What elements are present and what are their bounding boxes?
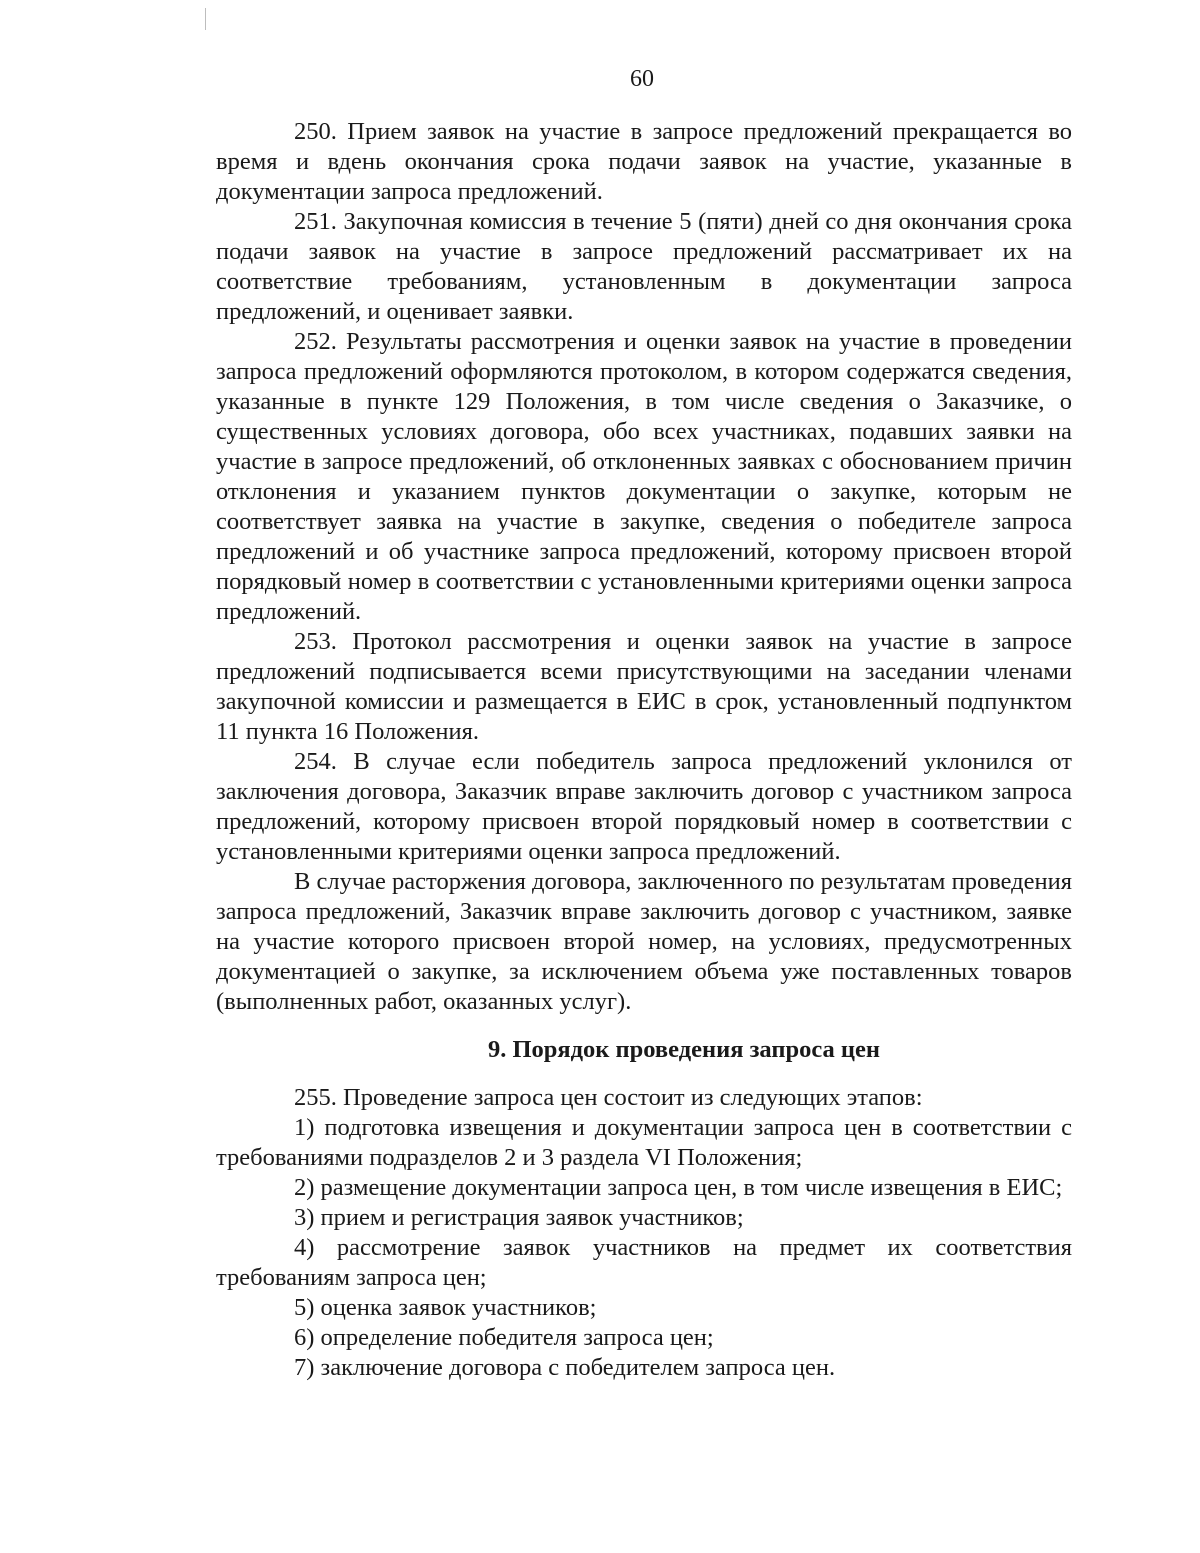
list-item-7: 7) заключение договора с победителем запроса цен. [294, 1354, 836, 1381]
list-item-2: 2) размещение документации запроса цен, в том числе извещения в ЕИС; [294, 1174, 1063, 1201]
list-item-3: 3) прием и регистрация заявок участников; [294, 1204, 744, 1231]
paragraph-250: 250. Прием заявок на участие в запросе предложений прекращается во время и вдень окончания срока подачи заявок на участие, указанные в документации запроса предложений. [216, 118, 1072, 205]
paragraph-254-continuation: В случае расторжения договора, заключенного по результатам проведения запроса предложений, Заказчик вправе заключить договор с участником, заявке на участие которого присвоен второй номер, на условиях, предусмотренных документацией о закупке, за исключением объема уже поставленных товаров (выполненных работ, оказанных услуг). [216, 868, 1072, 1015]
paragraph-255: 255. Проведение запроса цен состоит из следующих этапов: [294, 1084, 923, 1111]
list-item-1: 1) подготовка извещения и документации запроса цен в соответствии с требованиями подразделов 2 и 3 раздела VI Положения; [216, 1114, 1072, 1171]
list-item-5: 5) оценка заявок участников; [294, 1294, 597, 1321]
document-body [216, 117, 1072, 1383]
list-item-6: 6) определение победителя запроса цен; [294, 1324, 714, 1351]
paragraph-253: 253. Протокол рассмотрения и оценки заявок на участие в запросе предложений подписывается всеми присутствующими на заседании членами закупочной комиссии и размещается в ЕИС в срок, установленный подпунктом 11 пункта 16 Положения. [216, 628, 1072, 745]
paragraph-252: 252. Результаты рассмотрения и оценки заявок на участие в проведении запроса предложений оформляются протоколом, в котором содержатся сведения, указанные в пункте 129 Положения, в том числе сведения о Заказчике, о существенных условиях договора, обо всех участниках, подавших заявки на участие в запросе предложений, об отклоненных заявках с обоснованием причин отклонения и указанием пунктов документации о закупке, которым не соответствует заявка на участие в закупке, сведения о победителе запроса предложений и об участнике запроса предложений, которому присвоен второй порядковый номер в соответствии с установленными критериями оценки запроса предложений. [216, 328, 1072, 625]
scan-edge-mark [205, 8, 206, 30]
section-heading: 9. Порядок проведения запроса цен [487, 1036, 881, 1063]
page-number: 60 [630, 66, 654, 92]
list-item-4: 4) рассмотрение заявок участников на предмет их соответствия требованиям запроса цен; [216, 1234, 1072, 1291]
paragraph-254: 254. В случае если победитель запроса предложений уклонился от заключения договора, Заказчик вправе заключить договор с участником запроса предложений, которому присвоен второй порядковый номер в соответствии с установленными критериями оценки запроса предложений. [216, 748, 1072, 865]
paragraph-251: 251. Закупочная комиссия в течение 5 (пяти) дней со дня окончания срока подачи заявок на участие в запросе предложений рассматривает их на соответствие требованиям, установленным в документации запроса предложений, и оценивает заявки. [216, 208, 1072, 325]
